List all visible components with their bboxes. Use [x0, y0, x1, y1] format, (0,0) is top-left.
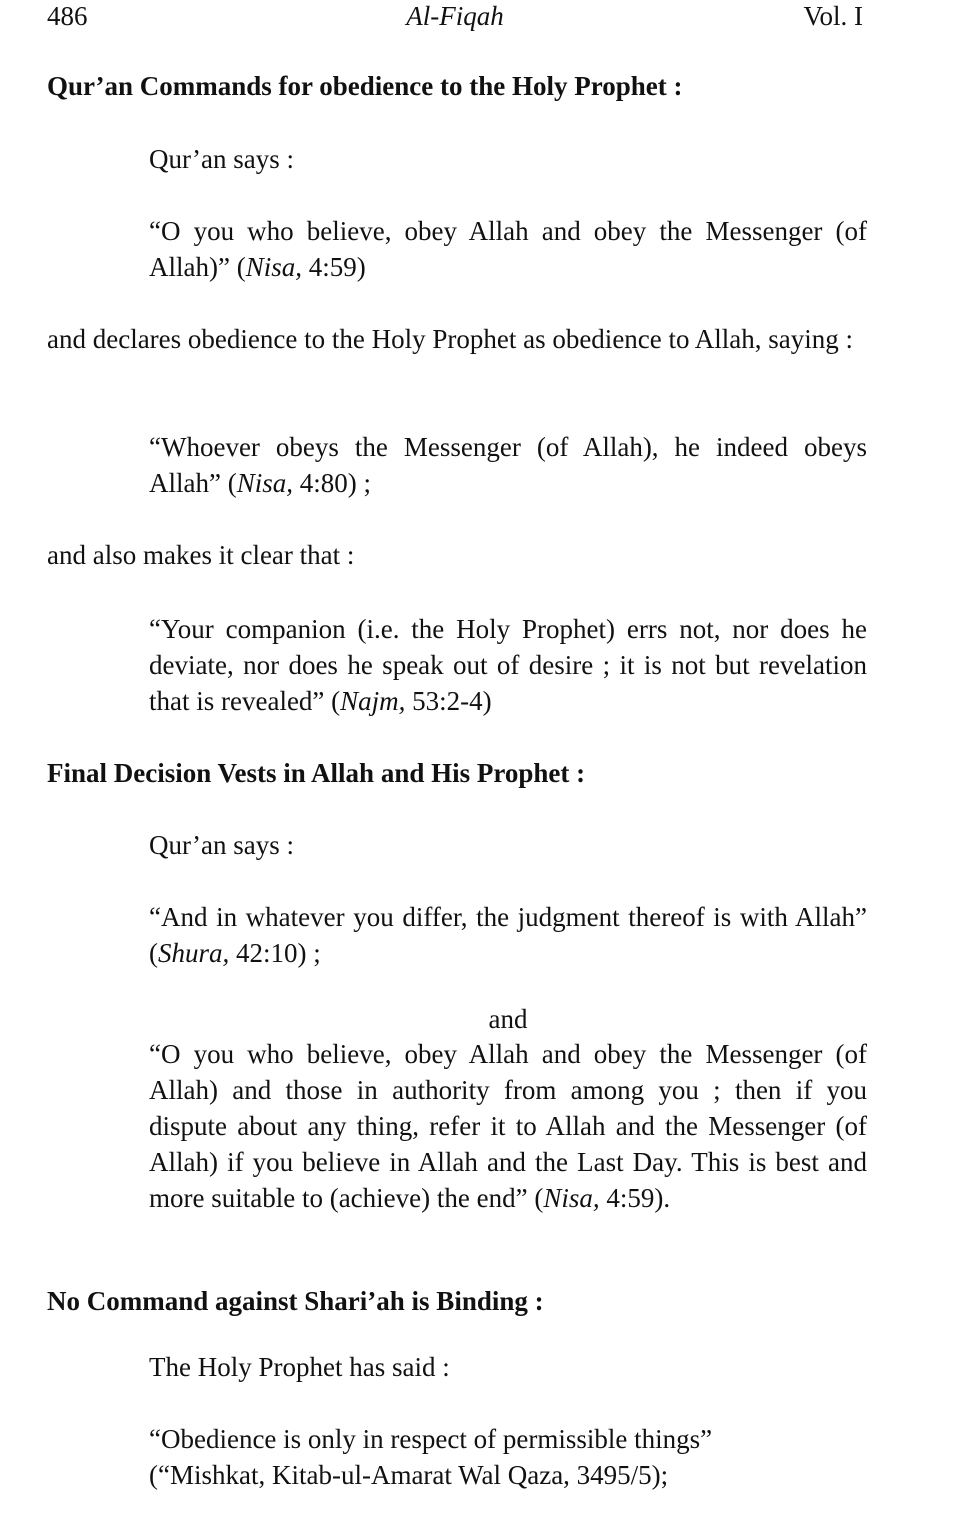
- body-paragraph: and also makes it clear that :: [47, 540, 355, 570]
- quote-reference-detail: 4:80) ;: [293, 468, 371, 498]
- section-heading: Qur’an Commands for obedience to the Holy Prophet :: [47, 71, 683, 101]
- quote-reference-detail: 53:2-4): [405, 686, 492, 716]
- quote-reference-name: Nisa,: [245, 252, 302, 282]
- intro-text: Qur’an says :: [149, 830, 294, 860]
- quote-block: [149, 429, 867, 501]
- quote-reference-detail: 42:10) ;: [229, 938, 321, 968]
- section-heading: No Command against Shari’ah is Binding :: [47, 1286, 544, 1316]
- quote-reference-detail: 4:59): [301, 252, 366, 282]
- quote-block: [149, 899, 867, 971]
- book-title: Al-Fiqah: [406, 1, 504, 31]
- page-header: [47, 0, 863, 36]
- intro-text: The Holy Prophet has said :: [149, 1352, 450, 1382]
- quote-text: “Obedience is only in respect of permissible things”: [149, 1424, 713, 1454]
- section-heading: Final Decision Vests in Allah and His Prophet :: [47, 758, 586, 788]
- volume-label: Vol. I: [803, 1, 863, 31]
- quote-block: [149, 1421, 867, 1493]
- quote-text: “Whoever obeys the Messenger (of Allah), he indeed obeys Allah” (: [149, 432, 867, 498]
- quote-block: [149, 611, 867, 719]
- quote-block: [149, 213, 867, 285]
- quote-text: “Your companion (i.e. the Holy Prophet) errs not, nor does he deviate, nor does he speak out of desire ; it is not but revelation that is revealed” (: [149, 614, 867, 716]
- connector-text: and: [488, 1004, 528, 1034]
- quote-text: “And in whatever you differ, the judgment thereof is with Allah” (: [149, 902, 867, 968]
- quote-reference-name: Nisa,: [236, 468, 293, 498]
- quote-block: [149, 1036, 867, 1216]
- page-number: 486: [47, 1, 88, 31]
- quote-reference-name: Najm,: [340, 686, 406, 716]
- body-paragraph: and declares obedience to the Holy Prophet as obedience to Allah, saying :: [47, 324, 854, 354]
- quote-reference-name: Nisa,: [543, 1183, 600, 1213]
- quote-text: “O you who believe, obey Allah and obey the Messenger (of Allah) and those in authority from among you ; then if you dispute about any thing, refer it to Allah and the Messenger (of Allah) if you believe in Allah and the Last Day. This is best and more suitable to (achieve) the end” (: [149, 1039, 867, 1213]
- quote-reference-detail: 4:59).: [599, 1183, 671, 1213]
- quote-reference: (“Mishkat, Kitab-ul-Amarat Wal Qaza, 3495/5);: [149, 1460, 669, 1490]
- intro-text: Qur’an says :: [149, 144, 294, 174]
- quote-reference-name: Shura,: [158, 938, 230, 968]
- quote-text: “O you who believe, obey Allah and obey the Messenger (of Allah)” (: [149, 216, 867, 282]
